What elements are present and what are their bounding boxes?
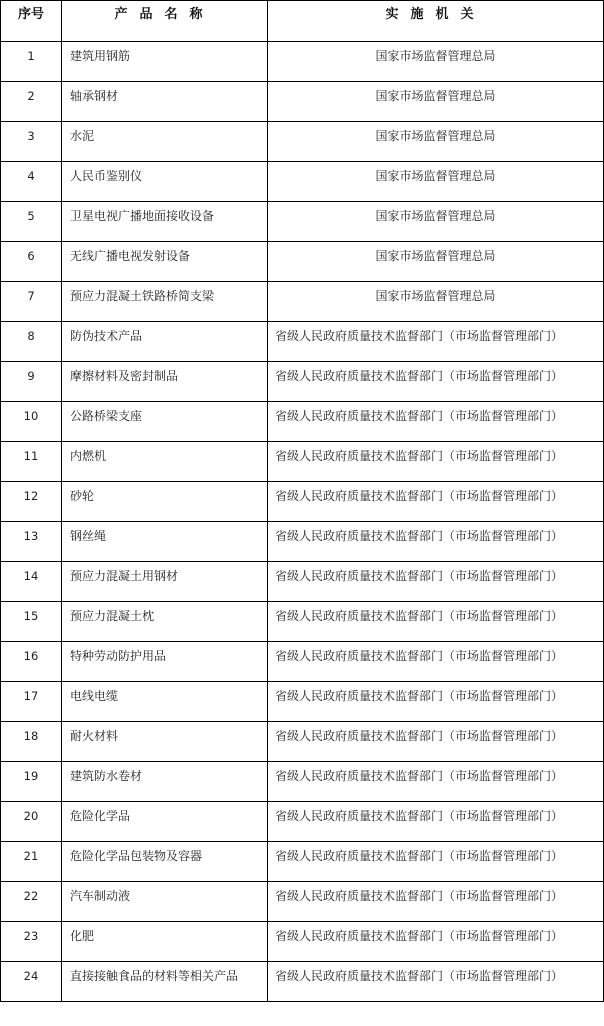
- implementing-agency: 省级人民政府质量技术监督部门（市场监督管理部门）: [268, 922, 604, 962]
- row-index: 5: [1, 202, 62, 242]
- header-index: 序号: [1, 1, 62, 42]
- implementing-agency: 省级人民政府质量技术监督部门（市场监督管理部门）: [268, 722, 604, 762]
- implementing-agency: 省级人民政府质量技术监督部门（市场监督管理部门）: [268, 602, 604, 642]
- product-name: 水泥: [62, 122, 268, 162]
- implementing-agency: 省级人民政府质量技术监督部门（市场监督管理部门）: [268, 522, 604, 562]
- table-row: [1, 202, 604, 242]
- row-index: 18: [1, 722, 62, 762]
- table-row: [1, 962, 604, 1002]
- table-row: [1, 482, 604, 522]
- row-index: 10: [1, 402, 62, 442]
- implementing-agency: 国家市场监督管理总局: [268, 282, 604, 322]
- table-row: [1, 682, 604, 722]
- implementing-agency: 省级人民政府质量技术监督部门（市场监督管理部门）: [268, 882, 604, 922]
- row-index: 2: [1, 82, 62, 122]
- product-name: 汽车制动液: [62, 882, 268, 922]
- row-index: 9: [1, 362, 62, 402]
- implementing-agency: 省级人民政府质量技术监督部门（市场监督管理部门）: [268, 322, 604, 362]
- implementing-agency: 省级人民政府质量技术监督部门（市场监督管理部门）: [268, 842, 604, 882]
- table-row: [1, 602, 604, 642]
- implementing-agency: 省级人民政府质量技术监督部门（市场监督管理部门）: [268, 362, 604, 402]
- implementing-agency: 国家市场监督管理总局: [268, 42, 604, 82]
- product-name: 预应力混凝土枕: [62, 602, 268, 642]
- implementing-agency: 国家市场监督管理总局: [268, 82, 604, 122]
- row-index: 17: [1, 682, 62, 722]
- product-name: 公路桥梁支座: [62, 402, 268, 442]
- table-row: [1, 42, 604, 82]
- table-row: [1, 442, 604, 482]
- implementing-agency: 省级人民政府质量技术监督部门（市场监督管理部门）: [268, 762, 604, 802]
- product-name: 无线广播电视发射设备: [62, 242, 268, 282]
- implementing-agency: 国家市场监督管理总局: [268, 242, 604, 282]
- product-name: 直接接触食品的材料等相关产品: [62, 962, 268, 1002]
- table-row: [1, 802, 604, 842]
- product-name: 特种劳动防护用品: [62, 642, 268, 682]
- table-row: [1, 762, 604, 802]
- implementing-agency: 国家市场监督管理总局: [268, 162, 604, 202]
- implementing-agency: 省级人民政府质量技术监督部门（市场监督管理部门）: [268, 962, 604, 1002]
- product-name: 钢丝绳: [62, 522, 268, 562]
- table-row: [1, 842, 604, 882]
- table-row: [1, 82, 604, 122]
- table-row: [1, 362, 604, 402]
- table-row: [1, 922, 604, 962]
- implementing-agency: 省级人民政府质量技术监督部门（市场监督管理部门）: [268, 402, 604, 442]
- table-row: [1, 722, 604, 762]
- implementing-agency: 国家市场监督管理总局: [268, 202, 604, 242]
- implementing-agency: 省级人民政府质量技术监督部门（市场监督管理部门）: [268, 642, 604, 682]
- row-index: 16: [1, 642, 62, 682]
- product-name: 卫星电视广播地面接收设备: [62, 202, 268, 242]
- header-agency: 实施机关: [268, 1, 604, 42]
- row-index: 15: [1, 602, 62, 642]
- implementing-agency: 国家市场监督管理总局: [268, 122, 604, 162]
- row-index: 3: [1, 122, 62, 162]
- row-index: 22: [1, 882, 62, 922]
- table-row: [1, 642, 604, 682]
- implementing-agency: 省级人民政府质量技术监督部门（市场监督管理部门）: [268, 442, 604, 482]
- table-row: [1, 402, 604, 442]
- row-index: 8: [1, 322, 62, 362]
- row-index: 24: [1, 962, 62, 1002]
- row-index: 4: [1, 162, 62, 202]
- product-name: 建筑防水卷材: [62, 762, 268, 802]
- row-index: 20: [1, 802, 62, 842]
- table-row: [1, 882, 604, 922]
- product-name: 预应力混凝土用钢材: [62, 562, 268, 602]
- row-index: 23: [1, 922, 62, 962]
- row-index: 1: [1, 42, 62, 82]
- table-row: [1, 322, 604, 362]
- product-name: 轴承钢材: [62, 82, 268, 122]
- product-name: 危险化学品包装物及容器: [62, 842, 268, 882]
- product-name: 耐火材料: [62, 722, 268, 762]
- implementing-agency: 省级人民政府质量技术监督部门（市场监督管理部门）: [268, 682, 604, 722]
- product-name: 人民币鉴别仪: [62, 162, 268, 202]
- table-row: [1, 162, 604, 202]
- implementing-agency: 省级人民政府质量技术监督部门（市场监督管理部门）: [268, 482, 604, 522]
- implementing-agency: 省级人民政府质量技术监督部门（市场监督管理部门）: [268, 562, 604, 602]
- product-name: 预应力混凝土铁路桥简支梁: [62, 282, 268, 322]
- product-name: 电线电缆: [62, 682, 268, 722]
- row-index: 14: [1, 562, 62, 602]
- product-name: 砂轮: [62, 482, 268, 522]
- table-row: [1, 242, 604, 282]
- table-row: [1, 562, 604, 602]
- product-name: 内燃机: [62, 442, 268, 482]
- product-name: 建筑用钢筋: [62, 42, 268, 82]
- row-index: 12: [1, 482, 62, 522]
- table-row: [1, 522, 604, 562]
- table-header-row: [1, 1, 604, 42]
- product-name: 防伪技术产品: [62, 322, 268, 362]
- product-name: 危险化学品: [62, 802, 268, 842]
- row-index: 19: [1, 762, 62, 802]
- row-index: 13: [1, 522, 62, 562]
- implementing-agency: 省级人民政府质量技术监督部门（市场监督管理部门）: [268, 802, 604, 842]
- table-row: [1, 282, 604, 322]
- row-index: 7: [1, 282, 62, 322]
- table-row: [1, 122, 604, 162]
- row-index: 6: [1, 242, 62, 282]
- product-name: 化肥: [62, 922, 268, 962]
- product-name: 摩擦材料及密封制品: [62, 362, 268, 402]
- row-index: 21: [1, 842, 62, 882]
- table-body: [1, 42, 604, 1002]
- header-product-name: 产品名称: [62, 1, 268, 42]
- row-index: 11: [1, 442, 62, 482]
